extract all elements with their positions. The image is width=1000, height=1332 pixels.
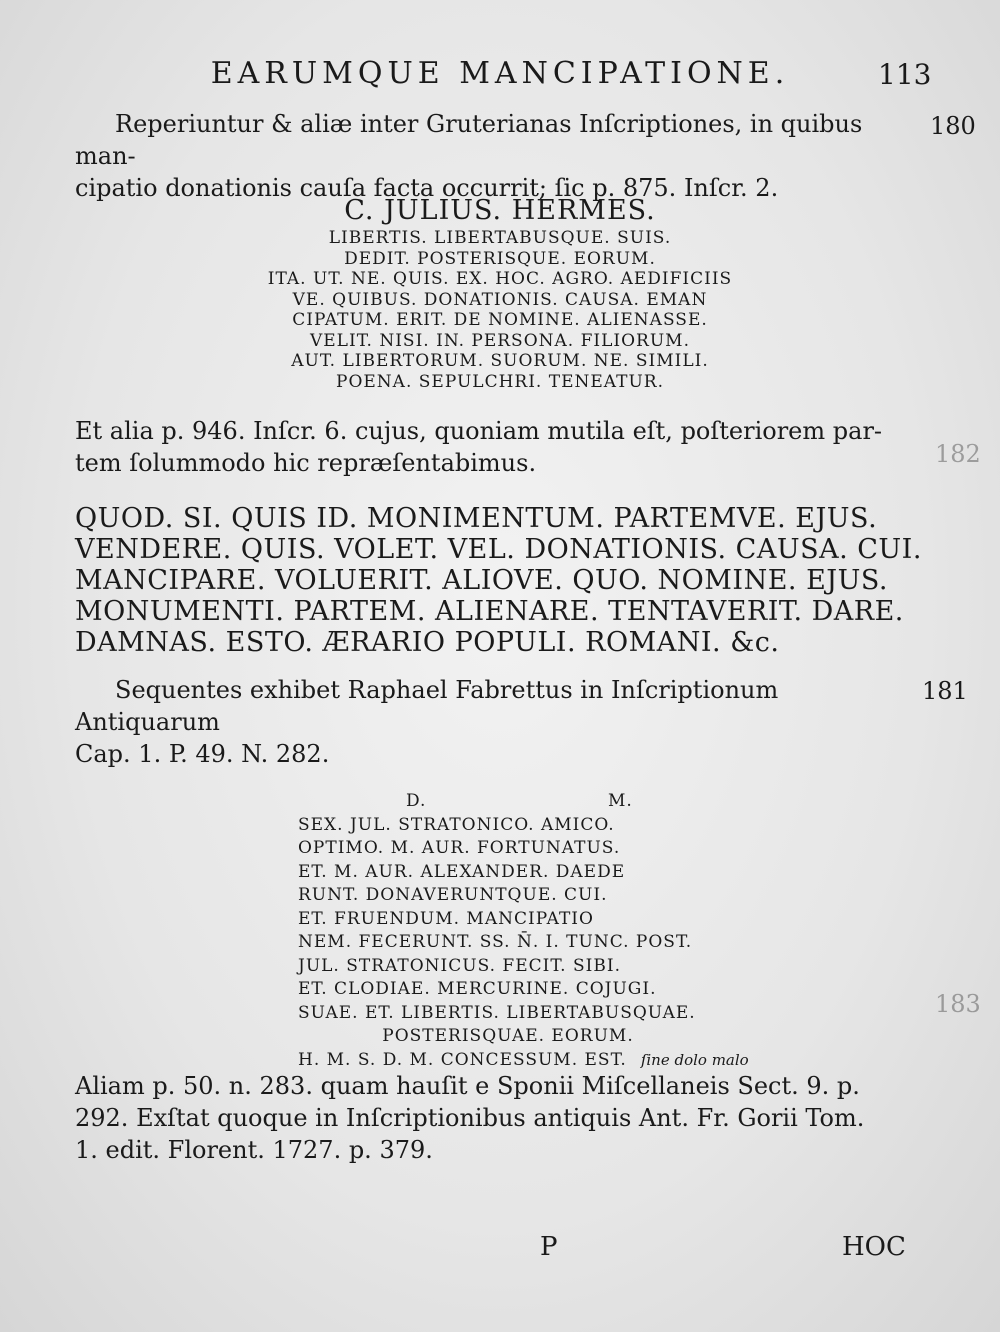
inscription-line: DAMNAS. ESTO. ÆRARIO POPULI. ROMANI. &c.: [75, 627, 780, 658]
inscription-last-line: [298, 1049, 749, 1073]
inscription-monimentum: [75, 503, 930, 658]
margin-number: 180: [930, 112, 976, 140]
inscription-line: SUAE. ET. LIBERTIS. LIBERTABUSQUAE.: [298, 1002, 696, 1023]
inscription-line: RUNT. DONAVERUNTQUE. CUI.: [298, 885, 608, 905]
margin-number: 183: [935, 990, 981, 1018]
inscription-line: POSTERISQUAE. EORUM.: [382, 1026, 634, 1046]
text-line: Et alia p. 946. Inſcr. 6. cujus, quoniam mutila eſt, poſteriorem par-: [75, 417, 883, 445]
text-line: Reperiuntur & aliæ inter Gruterianas Inſcriptiones, in quibus man-: [75, 110, 863, 170]
inscription-heading: C. JULIUS. HERMES.: [344, 195, 656, 226]
text-line: 292. Exſtat quoque in Inſcriptionibus antiquis Ant. Fr. Gorii Tom.: [75, 1104, 865, 1132]
inscription-line: POENA. SEPULCHRI. TENEATUR.: [336, 371, 664, 392]
text-line: Aliam p. 50. n. 283. quam hauſit e Sponii Miſcellaneis Sect. 9. p.: [75, 1072, 860, 1100]
inscription-line: LIBERTIS. LIBERTABUSQUE. SUIS.: [328, 228, 672, 248]
inscription-line: ET. CLODIAE. MERCURINE. COJUGI.: [298, 979, 657, 999]
text-line: 1. edit. Florent. 1727. p. 379.: [75, 1136, 433, 1164]
margin-number: 182: [935, 440, 981, 468]
inscription-hermes: [100, 194, 900, 392]
inscription-line: ET. M. AUR. ALEXANDER. DAEDE: [298, 861, 626, 882]
page-number: 113: [878, 58, 932, 91]
dm-right: M.: [608, 791, 633, 811]
inscription-line: AUT. LIBERTORUM. SUORUM. NE. SIMILI.: [291, 351, 709, 371]
inscription-line: MANCIPARE. VOLUERIT. ALIOVE. QUO. NOMINE. EJUS.: [75, 565, 888, 596]
text-line: Cap. 1. P. 49. N. 282.: [75, 740, 330, 768]
paragraph-alia: [75, 415, 930, 479]
inscription-line: DEDIT. POSTERISQUE. EORUM.: [344, 248, 656, 269]
paragraph-aliam: [75, 1070, 930, 1166]
catchword: HOC: [842, 1232, 906, 1262]
margin-number: 181: [922, 677, 968, 705]
fine-dolo-note: ſine dolo malo: [640, 1050, 749, 1069]
dm-left: D.: [406, 791, 427, 811]
inscription-line: QUOD. SI. QUIS ID. MONIMENTUM. PARTEMVE. EJUS.: [75, 503, 878, 534]
paragraph-gruter: [75, 108, 930, 204]
inscription-line: VE. QUIBUS. DONATIONIS. CAUSA. EMAN: [292, 289, 708, 310]
inscription-line: NEM. FECERUNT. SS. N̄. I. TUNC. POST.: [298, 932, 693, 952]
dm-line: [298, 790, 718, 814]
inscription-line: VENDERE. QUIS. VOLET. VEL. DONATIONIS. CAUSA. CUI.: [75, 534, 922, 565]
inscription-line: CIPATUM. ERIT. DE NOMINE. ALIENASSE.: [292, 310, 708, 330]
inscription-line: ITA. UT. NE. QUIS. EX. HOC. AGRO. AEDIFICIIS: [267, 269, 733, 289]
text-line: Sequentes exhibet Raphael Fabrettus in Inſcriptionum Antiquarum: [75, 676, 779, 736]
inscription-stratonico: [298, 790, 749, 1072]
running-title: EARUMQUE MANCIPATIONE.: [210, 56, 790, 91]
inscription-line: MONUMENTI. PARTEM. ALIENARE. TENTAVERIT. DARE.: [75, 596, 904, 627]
inscription-line: VELIT. NISI. IN. PERSONA. FILIORUM.: [310, 330, 690, 351]
paragraph-fabrettus: [75, 674, 930, 770]
inscription-line: ET. FRUENDUM. MANCIPATIO: [298, 908, 594, 929]
signature-mark: P: [540, 1232, 558, 1262]
text-line: tem ſolummodo hic repræſentabimus.: [75, 449, 537, 477]
text-line: cipatio donationis cauſa facta occurrit; ſic p. 875. Inſcr. 2.: [75, 174, 779, 202]
inscription-line: H. M. S. D. M. CONCESSUM. EST.: [298, 1049, 627, 1070]
inscription-line: JUL. STRATONICUS. FECIT. SIBI.: [298, 955, 621, 976]
inscription-line: OPTIMO. M. AUR. FORTUNATUS.: [298, 838, 621, 858]
inscription-line: SEX. JUL. STRATONICO. AMICO.: [298, 814, 615, 835]
